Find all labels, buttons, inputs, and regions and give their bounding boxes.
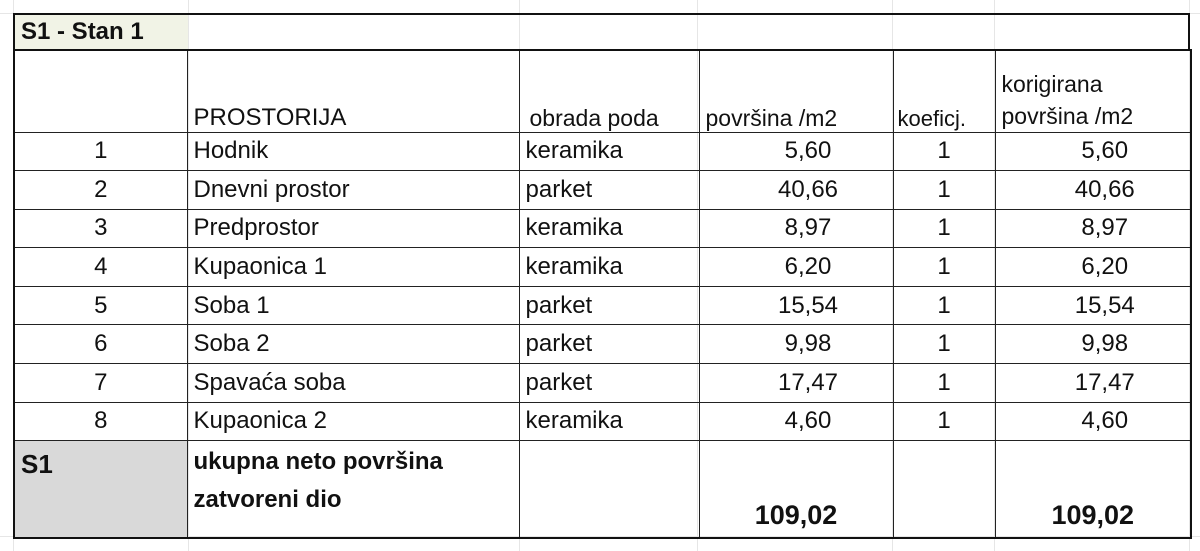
total-floor-cell[interactable] [519, 441, 699, 538]
row-area[interactable]: 40,66 [699, 171, 893, 210]
row-number[interactable]: 1 [14, 132, 187, 171]
header-corrected-line1: korigirana [1001, 70, 1103, 97]
row-number[interactable]: 2 [14, 171, 187, 210]
row-number[interactable]: 3 [14, 209, 187, 248]
header-room[interactable]: PROSTORIJA [187, 50, 519, 132]
header-row [14, 50, 1191, 132]
total-area[interactable]: 109,02 [699, 441, 893, 538]
row-room-name[interactable]: Kupaonica 1 [187, 248, 519, 287]
row-corrected-area[interactable]: 6,20 [995, 248, 1191, 287]
row-room-name[interactable]: Dnevni prostor [187, 171, 519, 210]
row-number[interactable]: 7 [14, 364, 187, 403]
total-corrected-area[interactable]: 109,02 [995, 441, 1191, 538]
row-coefficient[interactable]: 1 [893, 248, 995, 287]
row-coefficient[interactable]: 1 [893, 325, 995, 364]
total-desc-line1: ukupna neto površina [193, 448, 443, 476]
row-floor-finish[interactable]: parket [519, 171, 699, 210]
row-coefficient[interactable]: 1 [893, 364, 995, 403]
row-room-name[interactable]: Soba 1 [187, 286, 519, 325]
row-area[interactable]: 8,97 [699, 209, 893, 248]
total-desc-line2: zatvoreni dio [193, 486, 342, 514]
row-area[interactable]: 17,47 [699, 364, 893, 403]
table-row [14, 171, 1191, 210]
total-description[interactable] [187, 441, 519, 538]
row-area[interactable]: 15,54 [699, 286, 893, 325]
header-coef[interactable]: koeficj. [893, 50, 995, 132]
row-floor-finish[interactable]: keramika [519, 209, 699, 248]
row-number[interactable]: 6 [14, 325, 187, 364]
row-floor-finish[interactable]: keramika [519, 132, 699, 171]
row-number[interactable]: 5 [14, 286, 187, 325]
table-row [14, 325, 1191, 364]
sheet-title[interactable]: S1 - Stan 1 [13, 13, 188, 49]
row-area[interactable]: 5,60 [699, 132, 893, 171]
table-row [14, 364, 1191, 403]
row-room-name[interactable]: Soba 2 [187, 325, 519, 364]
row-coefficient[interactable]: 1 [893, 209, 995, 248]
header-num-cell[interactable] [14, 50, 187, 132]
row-corrected-area[interactable]: 9,98 [995, 325, 1191, 364]
table-row [14, 402, 1191, 441]
row-room-name[interactable]: Predprostor [187, 209, 519, 248]
row-floor-finish[interactable]: parket [519, 364, 699, 403]
row-room-name[interactable]: Spavaća soba [187, 364, 519, 403]
row-corrected-area[interactable]: 8,97 [995, 209, 1191, 248]
row-number[interactable]: 8 [14, 402, 187, 441]
header-corrected[interactable] [995, 50, 1191, 132]
row-coefficient[interactable]: 1 [893, 171, 995, 210]
header-floor[interactable]: obrada poda [519, 50, 699, 132]
row-floor-finish[interactable]: parket [519, 325, 699, 364]
total-coef-cell[interactable] [893, 441, 995, 538]
title-border [13, 13, 1190, 15]
row-corrected-area[interactable]: 4,60 [995, 402, 1191, 441]
table-row [14, 209, 1191, 248]
row-room-name[interactable]: Kupaonica 2 [187, 402, 519, 441]
total-label[interactable]: S1 [14, 441, 187, 538]
row-area[interactable]: 9,98 [699, 325, 893, 364]
row-corrected-area[interactable]: 15,54 [995, 286, 1191, 325]
rooms-table [13, 49, 1192, 539]
table-row [14, 132, 1191, 171]
header-area[interactable]: površina /m2 [699, 50, 893, 132]
row-room-name[interactable]: Hodnik [187, 132, 519, 171]
row-corrected-area[interactable]: 40,66 [995, 171, 1191, 210]
table-row [14, 286, 1191, 325]
row-corrected-area[interactable]: 5,60 [995, 132, 1191, 171]
header-corrected-line2: površina /m2 [1001, 102, 1134, 129]
row-corrected-area[interactable]: 17,47 [995, 364, 1191, 403]
total-row [14, 441, 1191, 538]
row-area[interactable]: 6,20 [699, 248, 893, 287]
row-coefficient[interactable]: 1 [893, 402, 995, 441]
row-floor-finish[interactable]: keramika [519, 248, 699, 287]
row-coefficient[interactable]: 1 [893, 286, 995, 325]
row-coefficient[interactable]: 1 [893, 132, 995, 171]
table-row [14, 248, 1191, 287]
row-number[interactable]: 4 [14, 248, 187, 287]
title-border [1188, 13, 1190, 51]
row-area[interactable]: 4,60 [699, 402, 893, 441]
row-floor-finish[interactable]: keramika [519, 402, 699, 441]
row-floor-finish[interactable]: parket [519, 286, 699, 325]
